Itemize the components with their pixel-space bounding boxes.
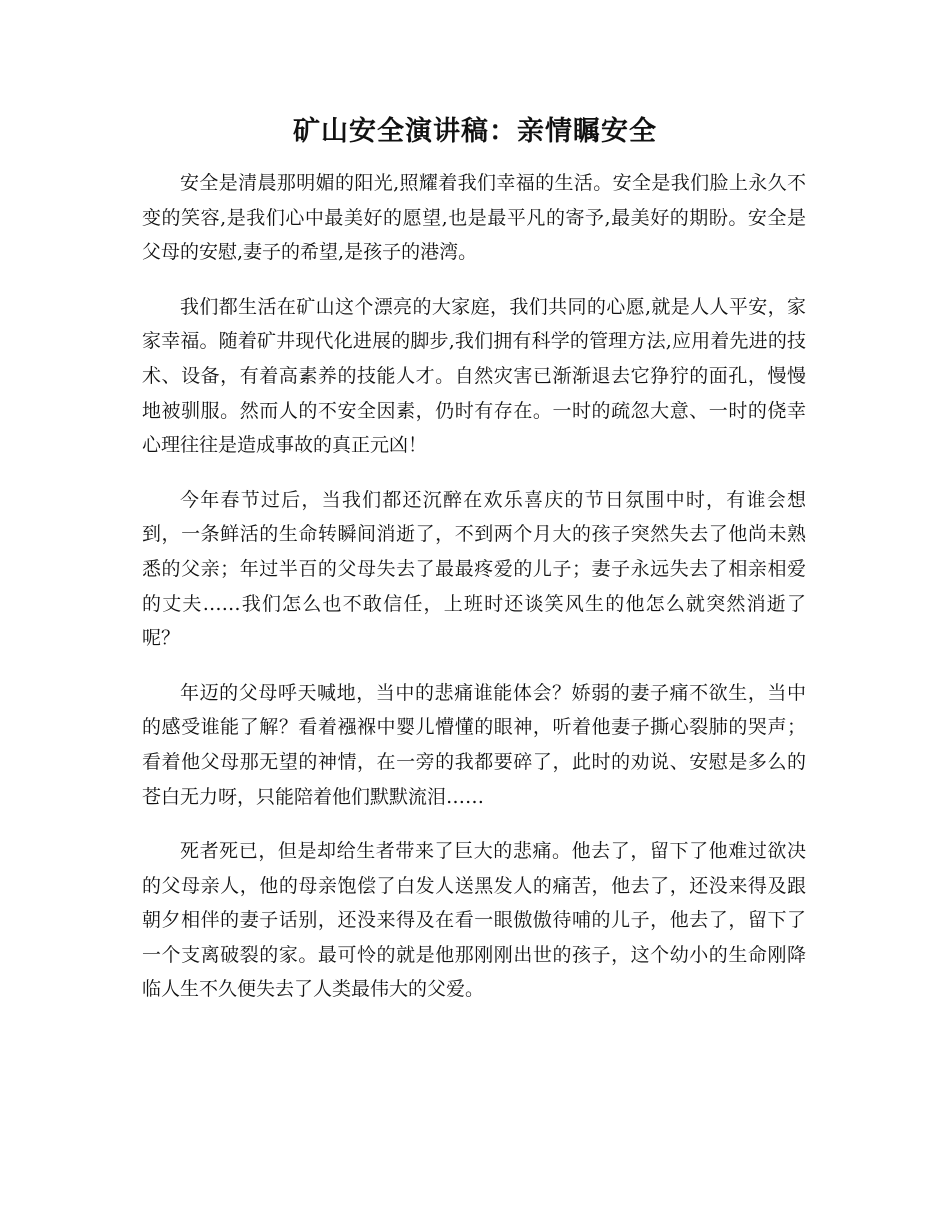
paragraph: 今年春节过后，当我们都还沉醉在欢乐喜庆的节日氛围中时，有谁会想到，一条鲜活的生命转瞬间消逝了，不到两个月大的孩子突然失去了他尚未熟悉的父亲；年过半百的父母失去了最最疼爱的儿子；妻子永远失去了相亲相爱的丈夫……我们怎么也不敢信任，上班时还谈笑风生的他怎么就突然消逝了呢？ xyxy=(142,488,806,650)
paragraph: 死者死已，但是却给生者带来了巨大的悲痛。他去了，留下了他难过欲决的父母亲人，他的母亲饱偿了白发人送黑发人的痛苦，他去了，还没来得及跟朝夕相伴的妻子话别，还没来得及在看一眼傲傲待哺的儿子，他去了，留下了一个支离破裂的家。最可怜的就是他那刚刚出世的孩子，这个幼小的生命刚降临人生不久便失去了人类最伟大的父爱。 xyxy=(142,840,806,1001)
paragraph: 年迈的父母呼天喊地，当中的悲痛谁能体会？娇弱的妻子痛不欲生，当中的感受谁能了解？看着襁褓中婴儿懵懂的眼神，听着他妻子撕心裂肺的哭声；看着他父母那无望的神情，在一旁的我都要碎了，此时的劝说、安慰是多么的苍白无力呀，只能陪着他们默默流泪…… xyxy=(142,681,806,808)
paragraph: 安全是清晨那明媚的阳光,照耀着我们幸福的生活。安全是我们脸上永久不变的笑容,是我们心中最美好的愿望,也是最平凡的寄予,最美好的期盼。安全是父母的安慰,妻子的希望,是孩子的港湾。 xyxy=(142,172,806,264)
paragraph: 我们都生活在矿山这个漂亮的大家庭，我们共同的心愿,就是人人平安，家家幸福。随着矿井现代化进展的脚步,我们拥有科学的管理方法,应用着先进的技术、设备，有着高素养的技能人才。自然灾害已渐渐退去它狰狞的面孔，慢慢地被驯服。然而人的不安全因素，仍时有存在。一时的疏忽大意、一时的侥幸心理往往是造成事故的真正元凶！ xyxy=(142,295,806,457)
document-body xyxy=(142,166,806,1027)
document-title: 矿山安全演讲稿：亲情瞩安全 xyxy=(293,116,657,147)
